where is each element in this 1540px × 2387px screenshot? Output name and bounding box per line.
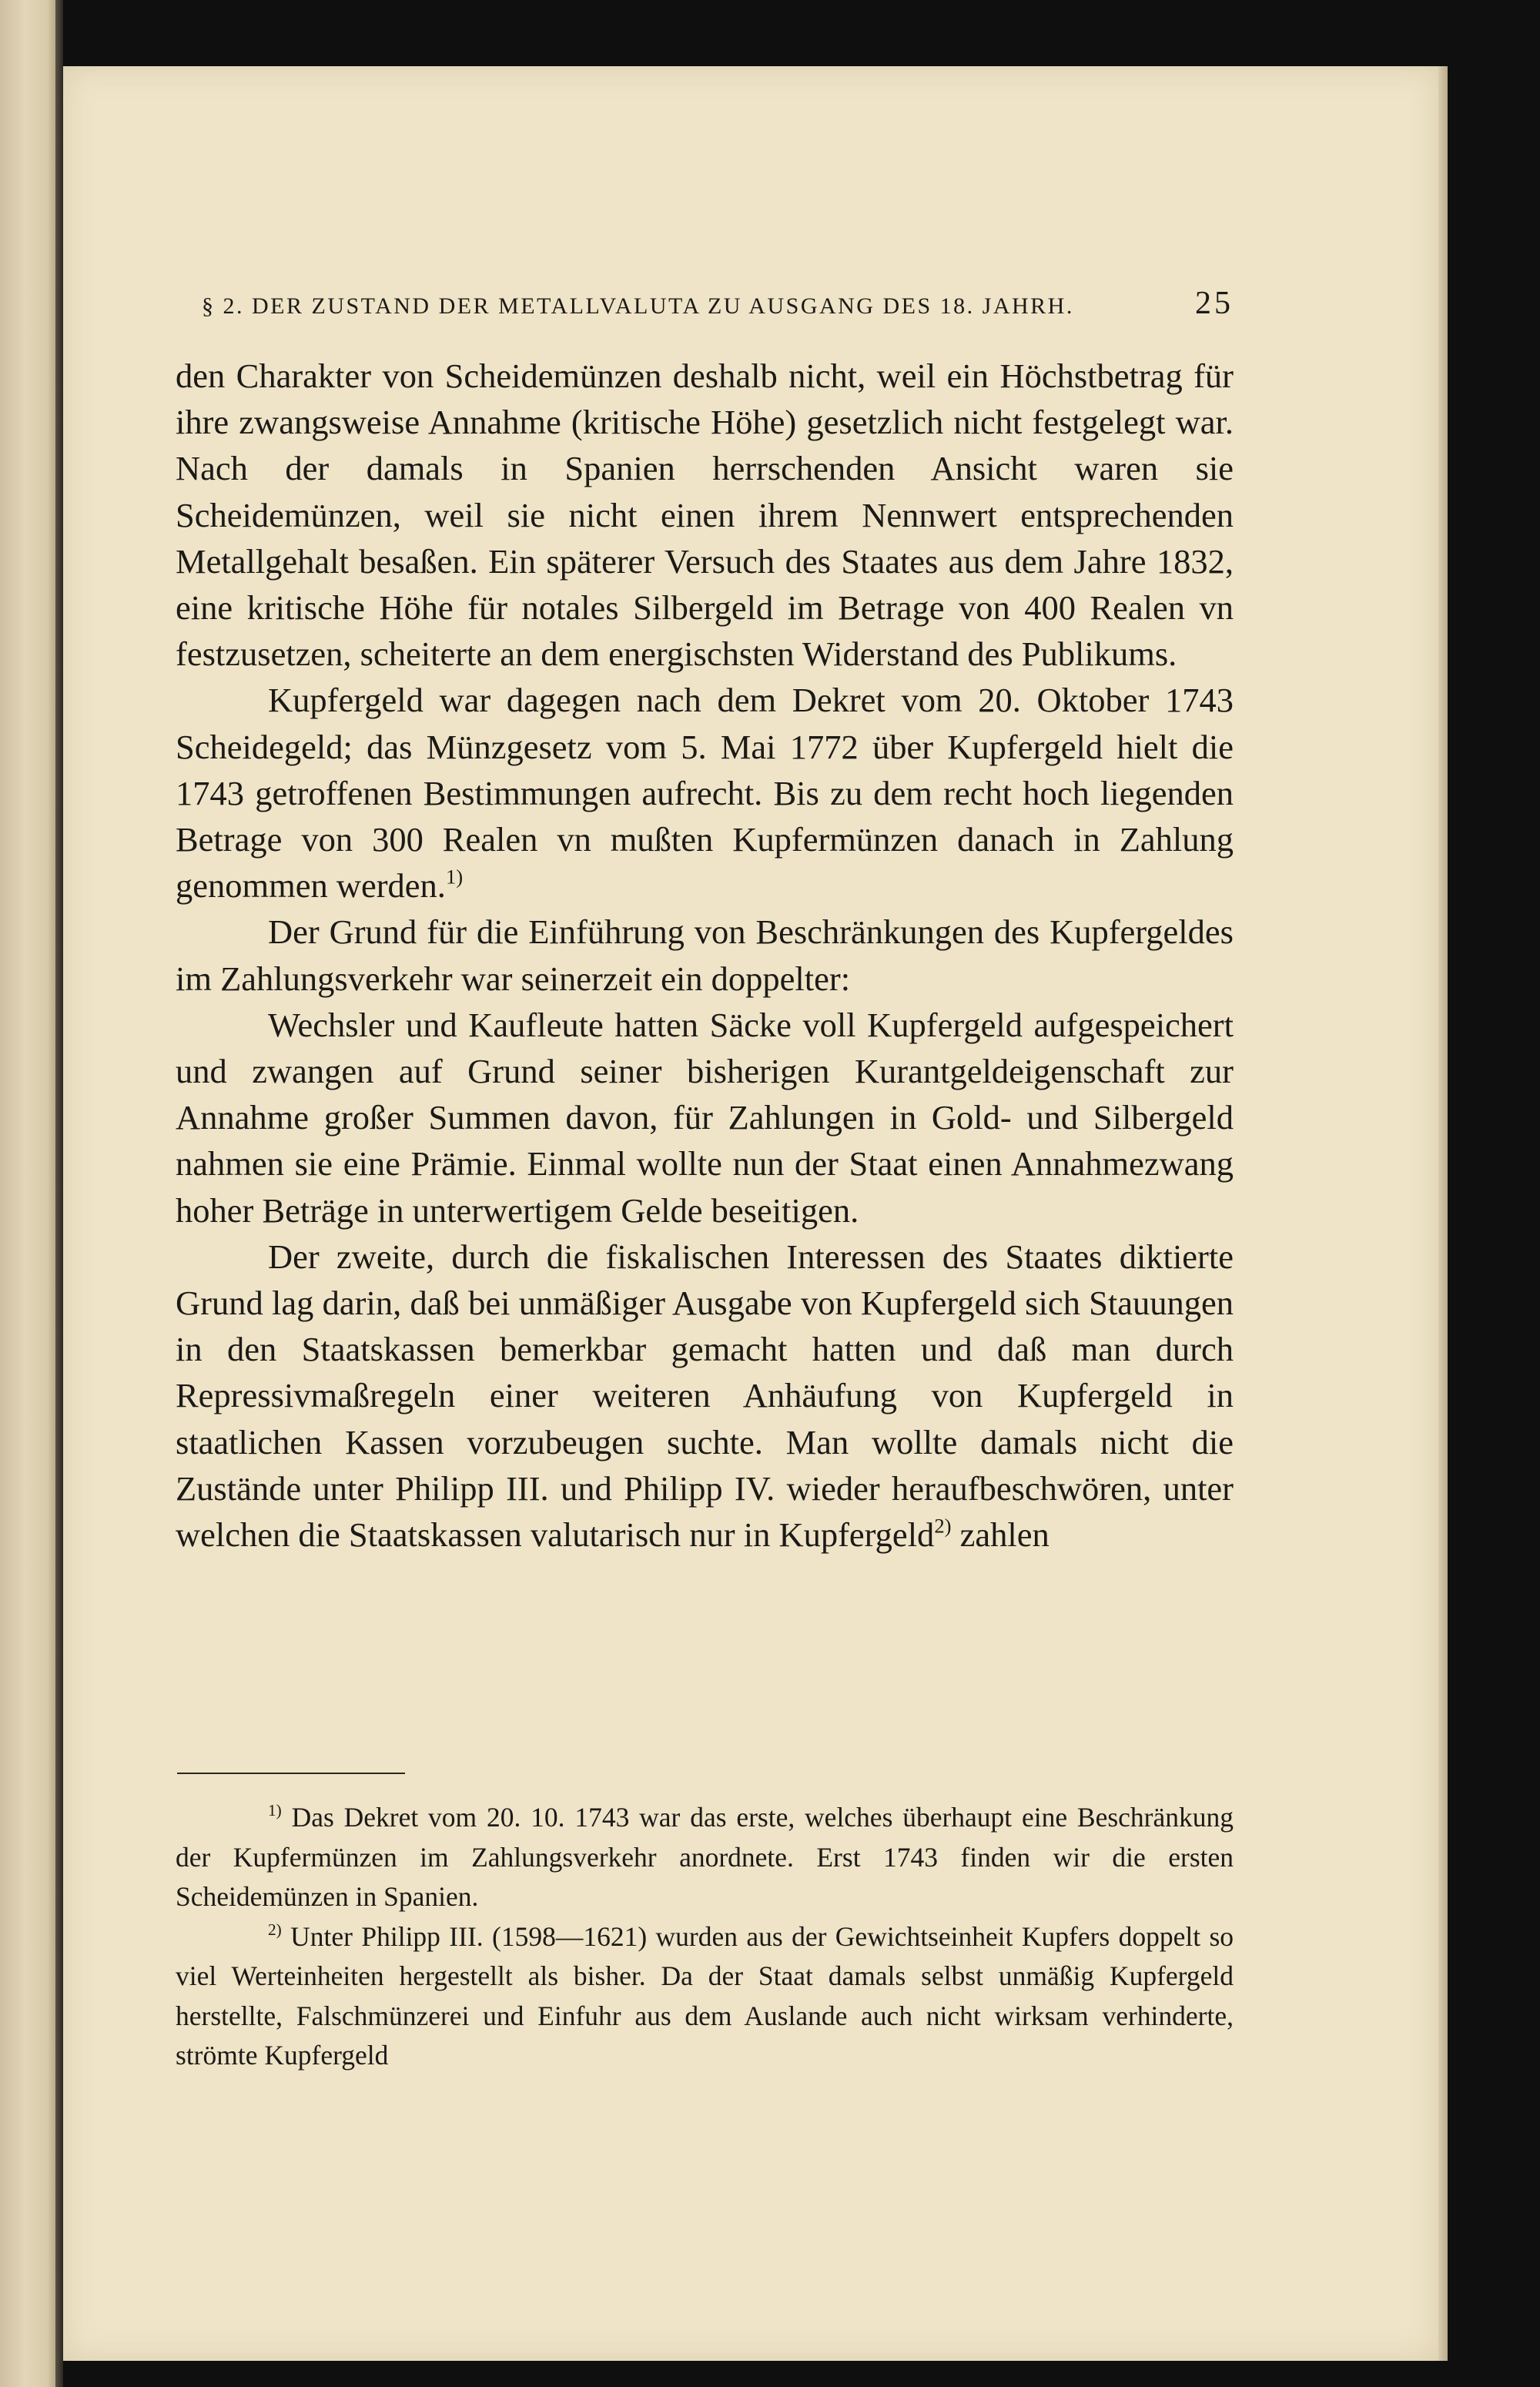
- paragraph-text: Der zweite, durch die fiskalischen Interessen des Staates diktierte Grund lag darin, daß bei unmäßiger Ausgabe von Kupfergeld sich Stauungen in den Staatskassen bemerkbar gemacht hatten und daß man durch Repressivmaßregeln einer weiteren Anhäufung von Kupfergeld in staatlichen Kassen vorzubeugen suchte. Man wollte damals nicht die Zustände unter Philipp III. und Philipp IV. wieder heraufbeschwören, unter welchen die Staatskassen valutarisch nur in Kupfergeld: [176, 1237, 1234, 1555]
- footnote: [176, 1798, 1234, 1917]
- page-edge-stack: [1438, 66, 1448, 2361]
- footnote-reference: 2): [934, 1514, 952, 1538]
- footnote-mark: 2): [268, 1920, 282, 1939]
- running-header: [202, 283, 1234, 330]
- footnote-text: Unter Philipp III. (1598—1621) wurden aus der Gewichtseinheit Kupfers doppelt so viel Werteinheiten hergestellt als bisher. Da der Staat damals selbst unmäßig Kupfergeld herstellte, Falschmünzerei und Einfuhr aus dem Auslande auch nicht wirksam verhinderte, strömte Kupfergeld: [176, 1920, 1234, 2071]
- paragraph: [176, 677, 1234, 909]
- footnotes: [176, 1798, 1234, 2076]
- footnote: [176, 1917, 1234, 2076]
- paragraph: [176, 1234, 1234, 1558]
- footnote-reference: 1): [445, 865, 464, 889]
- running-title: § 2. DER ZUSTAND DER METALLVALUTA ZU AUSGANG DES 18. JAHRH.: [202, 293, 1074, 319]
- main-text: [176, 353, 1234, 1558]
- footnote-mark: 1): [268, 1801, 282, 1820]
- paragraph-text: Kupfergeld war dagegen nach dem Dekret vom 20. Oktober 1743 Scheidegeld; das Münzgesetz vom 5. Mai 1772 über Kupfergeld hielt die 1743 getroffenen Bestimmungen aufrecht. Bis zu dem recht hoch liegenden Betrage von 300 Realen vn mußten Kupfermünzen danach in Zahlung genommen werden.: [176, 681, 1234, 906]
- page-number: 25: [1195, 286, 1234, 321]
- paragraph: Wechsler und Kaufleute hatten Säcke voll Kupfergeld aufgespeichert und zwangen auf Grund seiner bisherigen Kurantgeldeigenschaft zur Annahme großer Summen davon, für Zahlungen in Gold- und Silbergeld nahmen sie eine Prämie. Einmal wollte nun der Staat einen Annahmezwang hoher Beträge in unterwertigem Gelde beseitigen.: [176, 1005, 1234, 1230]
- footnote-text: Das Dekret vom 20. 10. 1743 war das erste, welches überhaupt eine Beschränkung der Kupfermünzen im Zahlungsverkehr anordnete. Erst 1743 finden wir die ersten Scheidemünzen in Spanien.: [176, 1802, 1234, 1912]
- book-gutter: [55, 0, 63, 2387]
- paragraph: den Charakter von Scheidemünzen deshalb nicht, weil ein Höchstbetrag für ihre zwangsweise Annahme (kritische Höhe) gesetzlich nicht festgelegt war. Nach der damals in Spanien herrschenden Ansicht waren sie Scheidemünzen, weil sie nicht einen ihrem Nennwert entsprechenden Metallgehalt besaßen. Ein späterer Versuch des Staates aus dem Jahre 1832, eine kritische Höhe für notales Silbergeld im Betrage von 400 Realen vn festzusetzen, scheiterte an dem energischsten Widerstand des Publikums.: [176, 357, 1234, 674]
- paragraph: Der Grund für die Einführung von Beschränkungen des Kupfergeldes im Zahlungsverkehr war seinerzeit ein doppelter:: [176, 912, 1234, 998]
- facing-page-edge: [0, 0, 55, 2387]
- paragraph-text-continued: zahlen: [959, 1515, 1050, 1555]
- footnote-divider: [177, 1773, 405, 1774]
